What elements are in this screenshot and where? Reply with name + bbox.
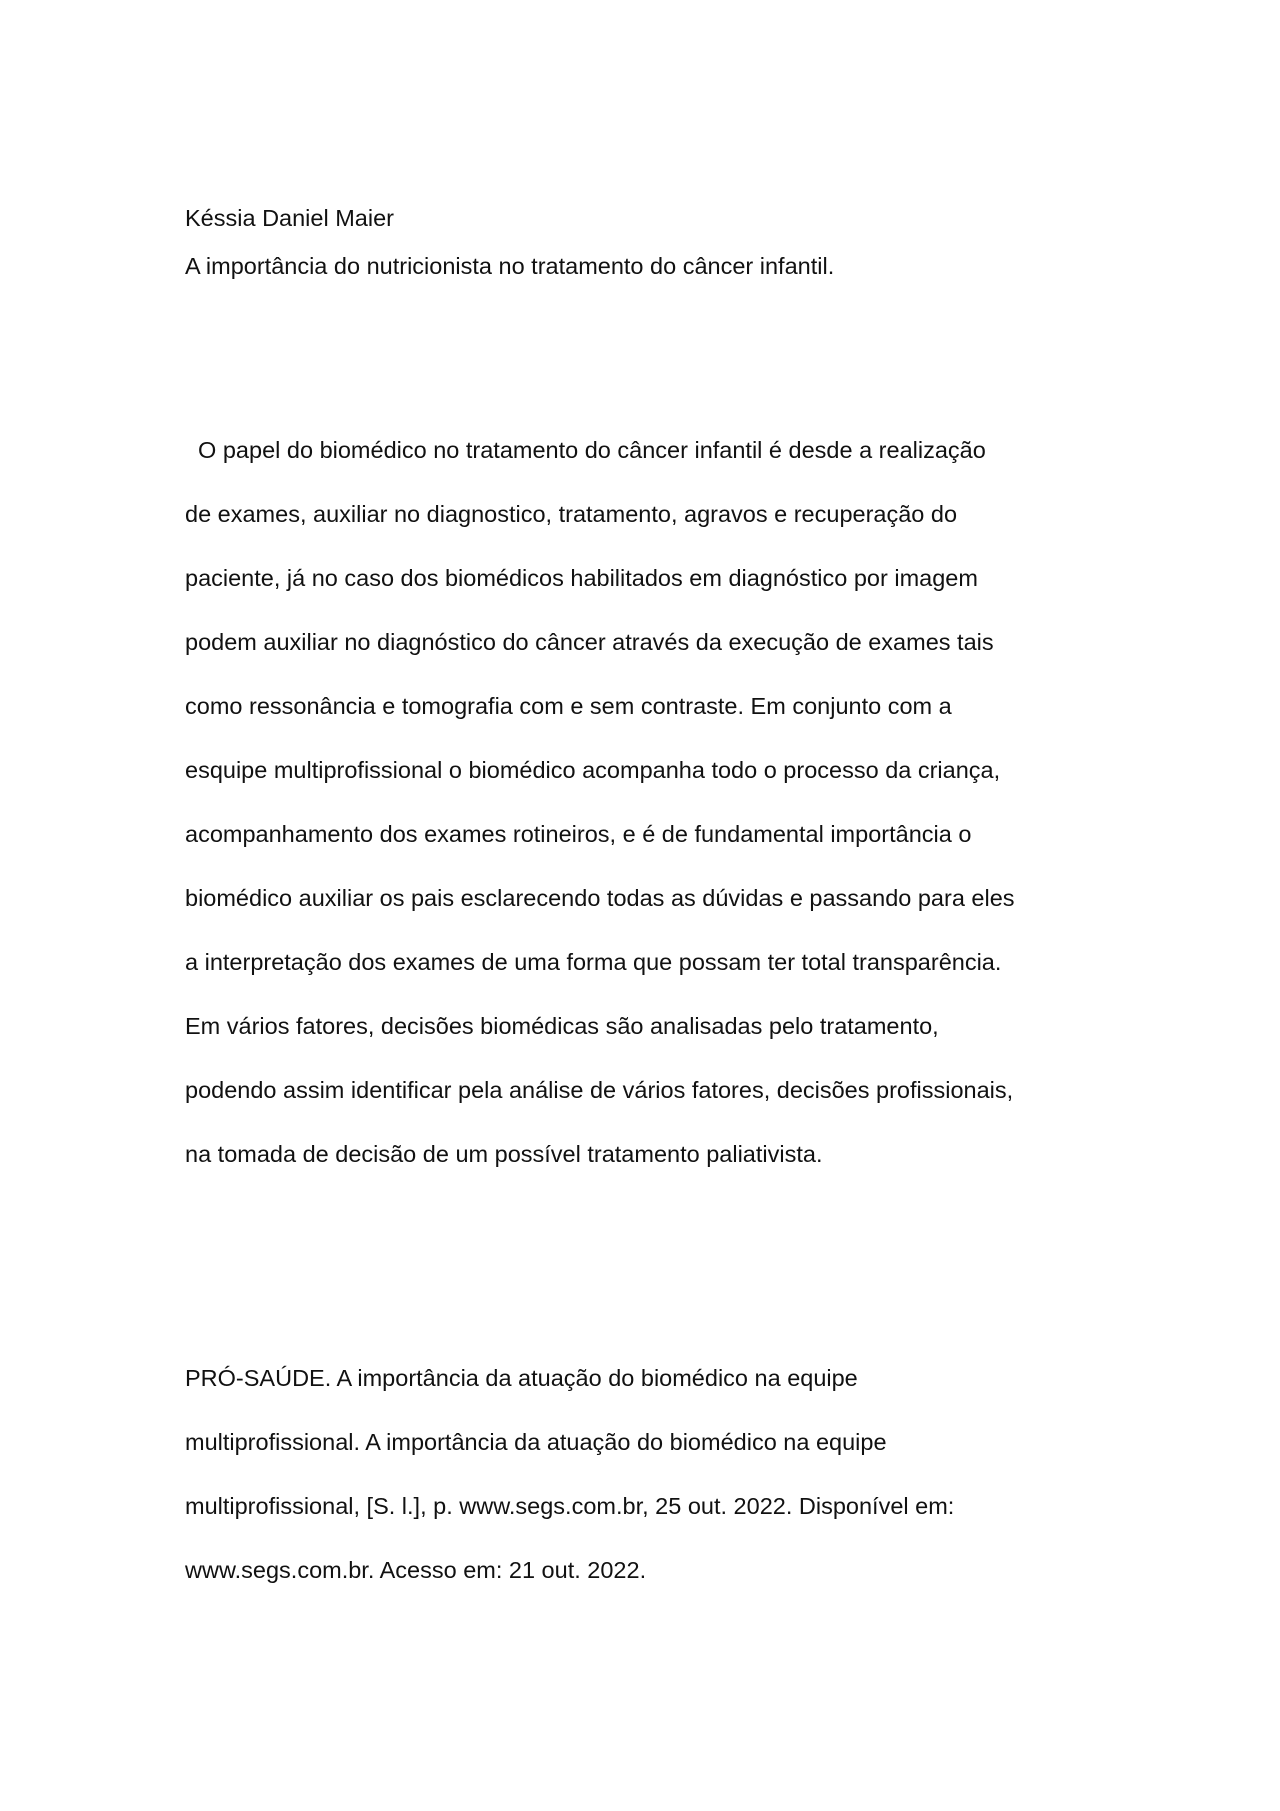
body-line: podendo assim identificar pela análise de vários fatores, decisões profissionais,	[185, 1077, 1014, 1103]
body-line: biomédico auxiliar os pais esclarecendo todas as dúvidas e passando para eles	[185, 885, 1015, 911]
body-line: podem auxiliar no diagnóstico do câncer através da execução de exames tais	[185, 629, 994, 655]
body-line: Em vários fatores, decisões biomédicas são analisadas pelo tratamento,	[185, 1013, 939, 1039]
reference-entry	[185, 1330, 1115, 1618]
body-line: paciente, já no caso dos biomédicos habilitados em diagnóstico por imagem	[185, 565, 978, 591]
body-paragraph	[185, 402, 1115, 1202]
author-name: Késsia Daniel Maier	[185, 205, 394, 231]
document-content	[185, 202, 1115, 1618]
document-title: A importância do nutricionista no tratamento do câncer infantil.	[185, 253, 835, 279]
body-line: a interpretação dos exames de uma forma que possam ter total transparência.	[185, 949, 1002, 975]
body-line: esquipe multiprofissional o biomédico acompanha todo o processo da criança,	[185, 757, 1001, 783]
body-line: acompanhamento dos exames rotineiros, e é de fundamental importância o	[185, 821, 972, 847]
reference-line: www.segs.com.br. Acesso em: 21 out. 2022.	[185, 1557, 647, 1583]
reference-line: multiprofissional. A importância da atuação do biomédico na equipe	[185, 1429, 887, 1455]
reference-line: PRÓ-SAÚDE. A importância da atuação do biomédico na equipe	[185, 1365, 858, 1391]
body-line: na tomada de decisão de um possível tratamento paliativista.	[185, 1141, 823, 1167]
body-line: O papel do biomédico no tratamento do câncer infantil é desde a realização	[185, 437, 986, 463]
body-line: como ressonância e tomografia com e sem contraste. Em conjunto com a	[185, 693, 952, 719]
body-line: de exames, auxiliar no diagnostico, tratamento, agravos e recuperação do	[185, 501, 958, 527]
reference-line: multiprofissional, [S. l.], p. www.segs.com.br, 25 out. 2022. Disponível em:	[185, 1493, 955, 1519]
